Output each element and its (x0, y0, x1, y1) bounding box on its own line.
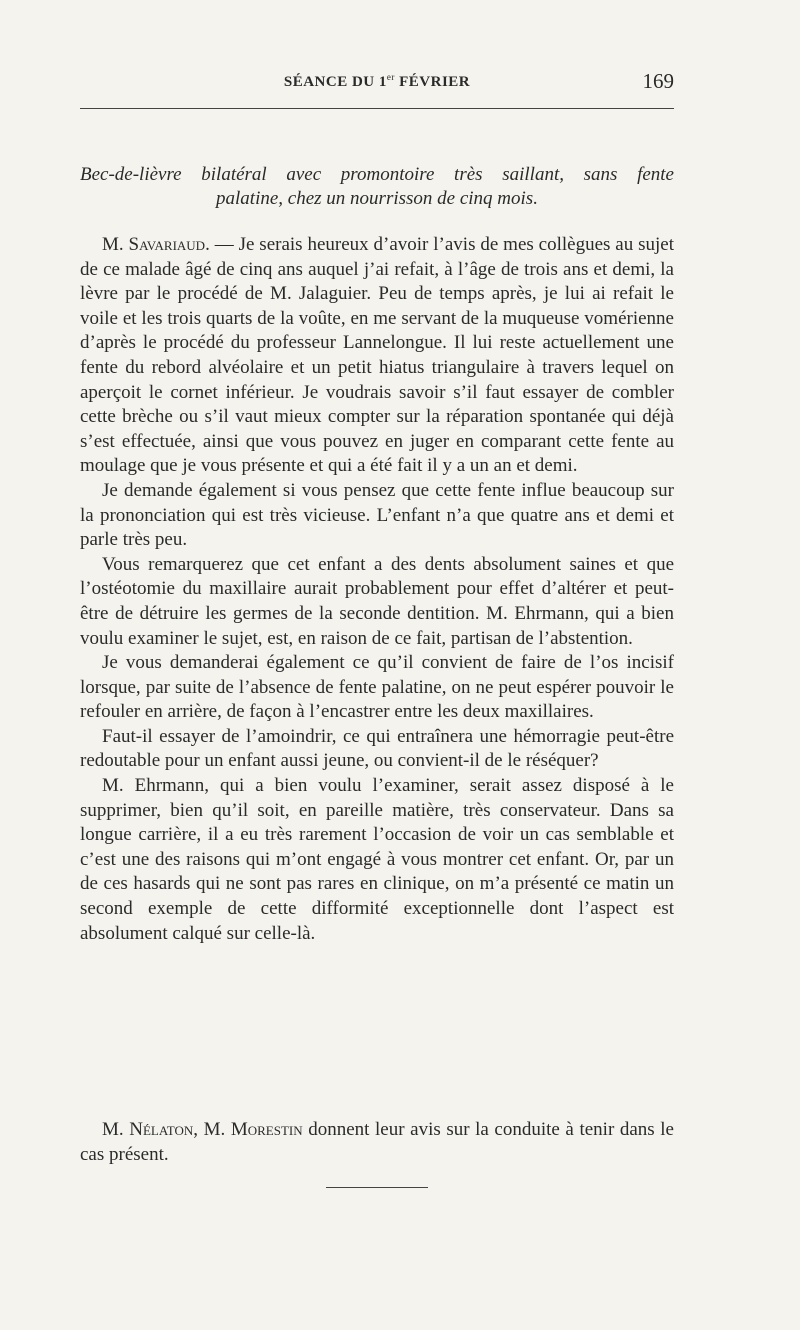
speaker-name: M. Nélaton (102, 1119, 194, 1140)
paragraph: Faut-il essayer de l’amoindrir, ce qui entraînera une hémorragie peut-être redoutable pour un enfant aussi jeune, ou convient-il de le réséquer? (80, 725, 674, 772)
header-rule (80, 108, 674, 109)
heading-line-2: palatine, chez un nourrisson de cinq mois. (216, 188, 538, 209)
paragraph: M. Savariaud. — Je serais heureux d’avoir l’avis de mes collègues au sujet de ce malade âgé de cinq ans auquel j’ai refait, à l’âge de trois ans et demi, la lèvre par le procédé de M. Jalaguier. Peu de temps après, je lui ai refait le voile et les trois quarts de la voûte, en me servant de la muqueuse vomérienne d’après le procédé du professeur Lannelongue. Il lui reste actuellement une fente du rebord alvéolaire et un petit hiatus triangulaire à travers lequel on aperçoit le cornet inférieur. Je voudrais savoir s’il faut essayer de combler cette brèche ou s’il vaut mieux compter sur la réparation spontanée qui déjà s’est effectuée, ainsi que vous pouvez en juger en comparant cette fente au moulage que je vous présente et qui a été fait il y a un an et demi. (80, 234, 674, 477)
running-head (80, 69, 674, 96)
running-head-title: SÉANCE DU 1er FÉVRIER (283, 72, 471, 90)
body-text (80, 233, 674, 946)
end-rule (326, 1187, 428, 1188)
paragraph: M. Ehrmann, qui a bien voulu l’examiner, serait assez disposé à le supprimer, bien qu’il soit, en pareille matière, très conservateur. Dans sa longue carrière, il a eu très rarement l’occasion de voir un cas semblable et c’est une des raisons qui m’ont engagé à vous montrer cet enfant. Or, par un de ces hasards qui ne sont pas rares en clinique, on m’a présenté ce matin un second exemple de cette difformité exceptionnelle dont l’aspect est absolument calqué sur celle-là. (80, 775, 674, 944)
section-heading (80, 163, 674, 211)
paragraph: Je vous demanderai également ce qu’il convient de faire de l’os incisif lorsque, par suite de l’absence de fente palatine, on ne peut espérer pouvoir le refouler en arrière, de façon à l’encastrer entre les deux maxillaires. (80, 652, 674, 723)
paragraph: Je demande également si vous pensez que cette fente influe beaucoup sur la prononciation qui est très vicieuse. L’enfant n’a que quatre ans et demi et parle très peu. (80, 479, 674, 551)
page-number: 169 (642, 69, 674, 93)
speaker-name: M. Morestin (203, 1119, 303, 1140)
heading-line-1: Bec-de-lièvre bilatéral avec promontoire très saillant, sans fente (80, 164, 674, 185)
closing-paragraph: M. Nélaton, M. Morestin donnent leur avis sur la conduite à tenir dans le cas présent. (80, 1119, 674, 1165)
paragraph: Vous remarquerez que cet enfant a des dents absolument saines et que l’ostéotomie du maxillaire aurait probablement pour effet d’altérer et peut-être de détruire les germes de la seconde dentition. M. Ehrmann, qui a bien voulu examiner le sujet, est, en raison de ce fait, partisan de l’abstention. (80, 553, 674, 649)
speaker-name: M. Savariaud. (102, 234, 210, 255)
